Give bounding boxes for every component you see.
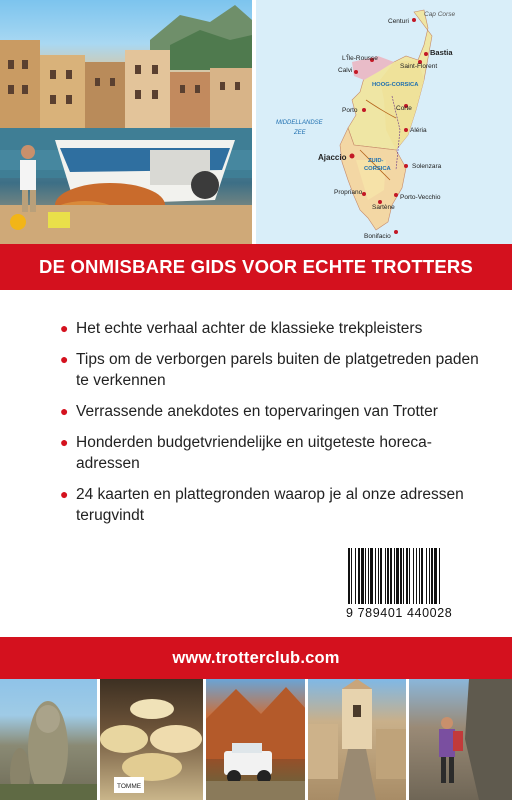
label-calvi: Calvi [338,67,353,74]
label-aleria: Aléria [410,127,427,134]
label-sea-2: ZEE [294,130,306,136]
barcode-bar [406,548,408,604]
list-item: ● 24 kaarten en plattegronden waarop je al onze adressen terugvindt [60,486,464,524]
cover-top-images [0,0,512,244]
label-haute-corse: HOOG-CORSICA [372,82,419,88]
barcode-bar [439,548,440,604]
label-corse-sud-2: CORSICA [364,166,391,172]
barcode-bar [394,548,395,604]
barcode-number: 9 789401 440028 [346,606,453,620]
barcode-bar [358,548,360,604]
tagline-banner [0,244,512,290]
barcode-bar [403,548,404,604]
barcode-bar [355,548,356,604]
barcode-bar [380,548,382,604]
barcode-bar [400,548,402,604]
barcode-bar [351,548,352,604]
barcode-bar [431,548,433,604]
list-item: ● Verrassende anekdotes en topervaringen van Trotter [60,403,438,420]
label-saint-florent: Saint-Florent [400,63,438,70]
corsica-map-svg [256,0,512,244]
barcode-bar [375,548,376,604]
label-bonifacio: Bonifacio [364,233,391,240]
cheese-photo [100,679,202,800]
label-bastia: Bastia [430,48,453,57]
barcode-bar [368,548,369,604]
label-corte: Corte [396,105,412,112]
corsica-map [256,0,512,244]
label-corse-sud: ZUID- [368,158,384,164]
label-porto-vecchio: Porto-Vecchio [400,194,441,201]
label-solenzara: Solenzara [412,163,442,170]
barcode-bar [378,548,379,604]
list-item: ● Tips om de verborgen parels buiten de platgetreden paden te verkennen [60,351,479,389]
barcode-bar [409,548,410,604]
label-porto: Porto [342,107,358,114]
harbor-illustration [0,0,252,244]
cheese-sign-text: TOMME [117,783,142,790]
list-item: ● Honderden budgetvriendelijke en uitgeteste horeca-adressen [60,434,432,472]
barcode-bar [396,548,399,604]
barcode-bar [370,548,373,604]
menhir-photo [0,679,97,800]
barcode-bar [365,548,366,604]
barcode-bar [413,548,414,604]
list-item: ● Het echte verhaal achter de klassieke trekpleisters [60,320,423,337]
label-cap-corse: Cap Corse [424,11,456,18]
barcode-bar [419,548,420,604]
barcode-bar [421,548,423,604]
bullet-dot-icon: ● [60,486,69,502]
harbor-photo [0,0,252,244]
feature-list [60,318,480,536]
barcode-bar [416,548,417,604]
barcode-bar [387,548,389,604]
label-centuri: Centuri [388,18,409,25]
label-sartene: Sartène [372,204,395,211]
barcode-bar [426,548,427,604]
label-ajaccio: Ajaccio [318,153,347,162]
barcode-bar [434,548,437,604]
label-ile-rousse: L'Île-Rousse [342,55,378,62]
website-url[interactable]: www.trotterclub.com [172,648,340,667]
bullet-dot-icon: ● [60,320,69,336]
bullet-dot-icon: ● [60,351,69,367]
barcode-bars [346,548,470,606]
label-sea: MIDDELLANDSE [276,120,323,126]
barcode-bar [385,548,386,604]
barcode-bar [361,548,364,604]
label-propriano: Propriano [334,189,363,196]
tagline-text: DE ONMISBARE GIDS VOOR ECHTE TROTTERS [39,256,473,277]
jeep-photo [206,679,305,800]
hiker-photo [409,679,512,800]
barcode-bar [390,548,392,604]
church-photo [308,679,405,800]
barcode-bar [429,548,430,604]
barcode-bar [348,548,350,604]
website-banner [0,637,512,679]
photo-strip [0,679,512,800]
bullet-dot-icon: ● [60,434,69,450]
bullet-dot-icon: ● [60,403,69,419]
